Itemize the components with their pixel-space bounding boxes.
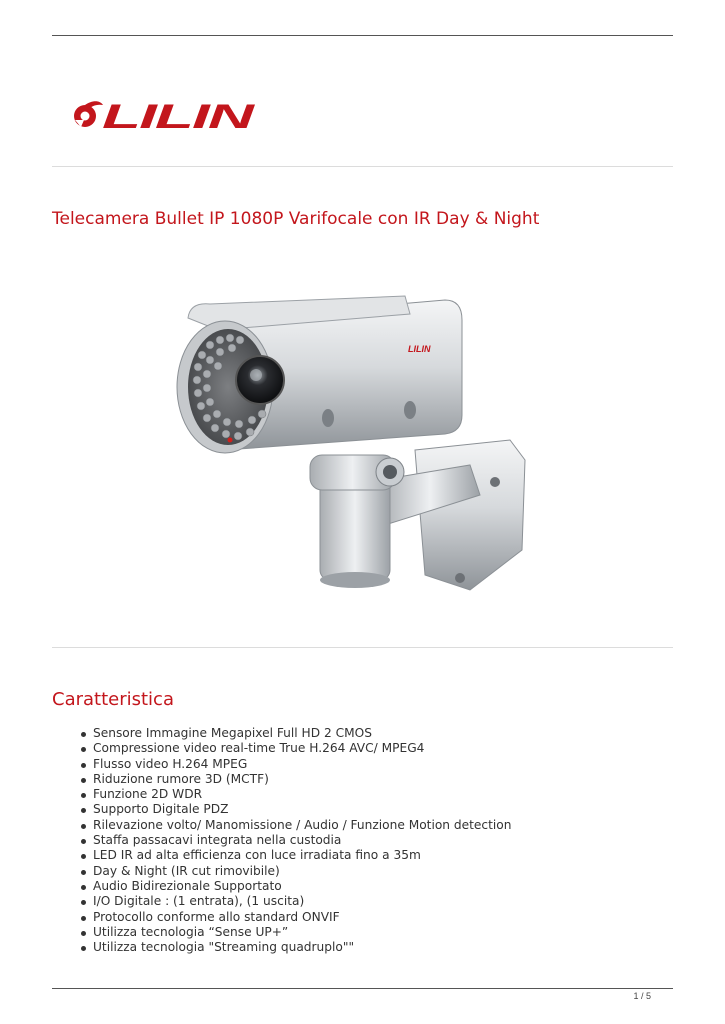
list-item: Compressione video real-time True H.264 AVC/ MPEG4 (78, 741, 511, 756)
section-divider (52, 647, 673, 648)
list-item: Day & Night (IR cut rimovibile) (78, 864, 511, 879)
header-divider (52, 166, 673, 167)
list-item: Utilizza tecnologia “Sense UP+” (78, 925, 511, 940)
housing-logo: LILIN (408, 344, 431, 354)
camera-image (170, 290, 540, 600)
list-item: Protocollo conforme allo standard ONVIF (78, 910, 511, 925)
list-item: Sensore Immagine Megapixel Full HD 2 CMOS (78, 726, 511, 741)
lilin-logo (70, 98, 260, 132)
indicator-led (228, 438, 233, 443)
list-item: Staffa passacavi integrata nella custodia (78, 833, 511, 848)
features-heading: Caratteristica (52, 689, 174, 710)
list-item: Rilevazione volto/ Manomissione / Audio / Funzione Motion detection (78, 818, 511, 833)
product-title: Telecamera Bullet IP 1080P Varifocale con IR Day & Night (52, 209, 540, 229)
wall-bracket (380, 440, 525, 590)
footer-rule (52, 988, 673, 989)
feature-list (78, 726, 511, 955)
list-item: Riduzione rumore 3D (MCTF) (78, 772, 511, 787)
top-rule (52, 35, 673, 36)
list-item: Funzione 2D WDR (78, 787, 511, 802)
logo-text: LILIN (102, 98, 257, 132)
list-item: I/O Digitale : (1 entrata), (1 uscita) (78, 894, 511, 909)
list-item: Audio Bidirezionale Supportato (78, 879, 511, 894)
page-number: 1 / 5 (633, 991, 651, 1001)
swivel-joint (310, 455, 404, 588)
list-item: Supporto Digitale PDZ (78, 802, 511, 817)
lilin-swirl-icon (74, 101, 103, 127)
list-item: LED IR ad alta efficienza con luce irradiata fino a 35m (78, 848, 511, 863)
camera-housing (177, 296, 462, 453)
list-item: Flusso video H.264 MPEG (78, 757, 511, 772)
list-item: Utilizza tecnologia "Streaming quadruplo"" (78, 940, 511, 955)
